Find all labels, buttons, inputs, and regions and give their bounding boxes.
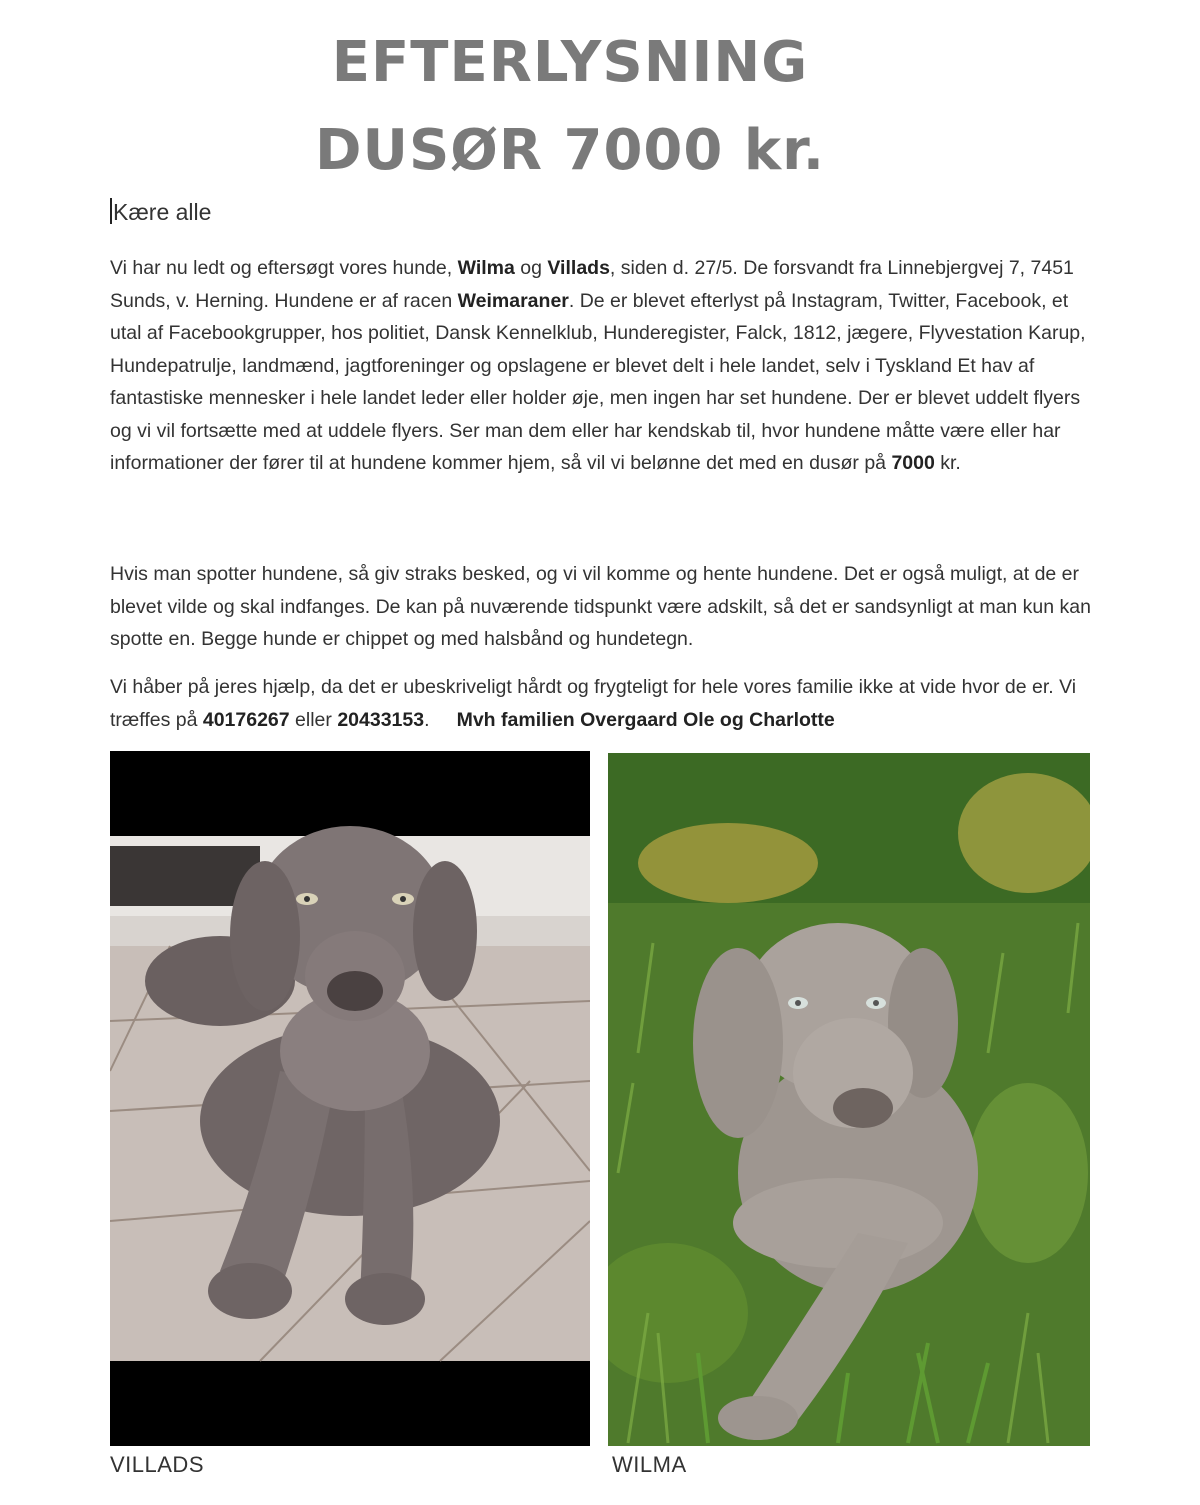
paragraph-intro bbox=[110, 252, 1095, 480]
text-run: . De er blevet efterlyst på Instagram, Twitter, Facebook, et utal af Facebookgrupper, hos politiet, Dansk Kennelklub, Hunderegister, Falck, 1812, jægere, Flyvestation Karup, Hundepatrulje, landmænd, jagtforeninger og opslagene er blevet delt i hele landet, selv i Tyskland Et hav af fantastiske mennesker i hele landet leder eller holder øje, men ingen har set hundene. Der er blevet uddelt flyers og vi vil fortsætte med at uddele flyers. Ser man dem eller har kendskab til, hvor hundene måtte være eller har informationer der fører til at hundene kommer hjem, så vil vi belønne det med en dusør på bbox=[110, 289, 1086, 474]
text-run: og bbox=[514, 257, 548, 279]
reward-amount: 7000 bbox=[891, 452, 935, 474]
caption-wilma: WILMA bbox=[612, 1452, 687, 1477]
text-run: kr. bbox=[934, 452, 961, 474]
paragraph-contact bbox=[110, 671, 1095, 736]
greeting bbox=[110, 198, 211, 226]
paragraph-instructions: Hvis man spotter hundene, så giv straks besked, og vi vil komme og hente hundene. Det er også muligt, at de er blevet vilde og skal indfanges. De kan på nuværende tidspunkt være adskilt, så det er sandsynligt at man kun kan spotte en. Begge hunde er chippet og med halsbånd og hundetegn. bbox=[110, 563, 1091, 650]
title-efterlysning: EFTERLYSNING bbox=[331, 30, 809, 95]
breed-name: Weimaraner bbox=[457, 289, 569, 312]
dog-name-villads: Villads bbox=[547, 257, 610, 279]
text-cursor bbox=[110, 198, 112, 224]
wilma-illustration bbox=[608, 753, 1090, 1446]
text-run: Vi håber på jeres hjælp, da det er ubeskriveligt hårdt og frygteligt for hele vores familie ikke at vide hvor de er. Vi træffes på bbox=[110, 676, 1077, 731]
villads-illustration bbox=[110, 751, 590, 1446]
text-run: , siden d. 27/5. De forsvandt fra Linnebjergvej 7, 7451 Sunds, v. Herning. Hundene er af racen bbox=[110, 257, 1074, 312]
caption-villads: VILLADS bbox=[110, 1452, 204, 1477]
text-run: Vi har nu ledt og eftersøgt vores hunde, bbox=[110, 257, 458, 279]
text-run: . bbox=[424, 708, 457, 731]
dog-name-wilma: Wilma bbox=[457, 257, 515, 279]
signature: Mvh familien Overgaard Ole og Charlotte bbox=[456, 708, 835, 731]
title-reward: DUSØR 7000 kr. bbox=[314, 118, 825, 183]
photo-wilma bbox=[608, 753, 1090, 1446]
text-run: eller bbox=[289, 708, 338, 731]
phone-number-1: 40176267 bbox=[202, 708, 290, 731]
phone-number-2: 20433153 bbox=[337, 708, 425, 731]
photo-villads bbox=[110, 751, 590, 1446]
greeting-text: Kære alle bbox=[113, 199, 212, 225]
